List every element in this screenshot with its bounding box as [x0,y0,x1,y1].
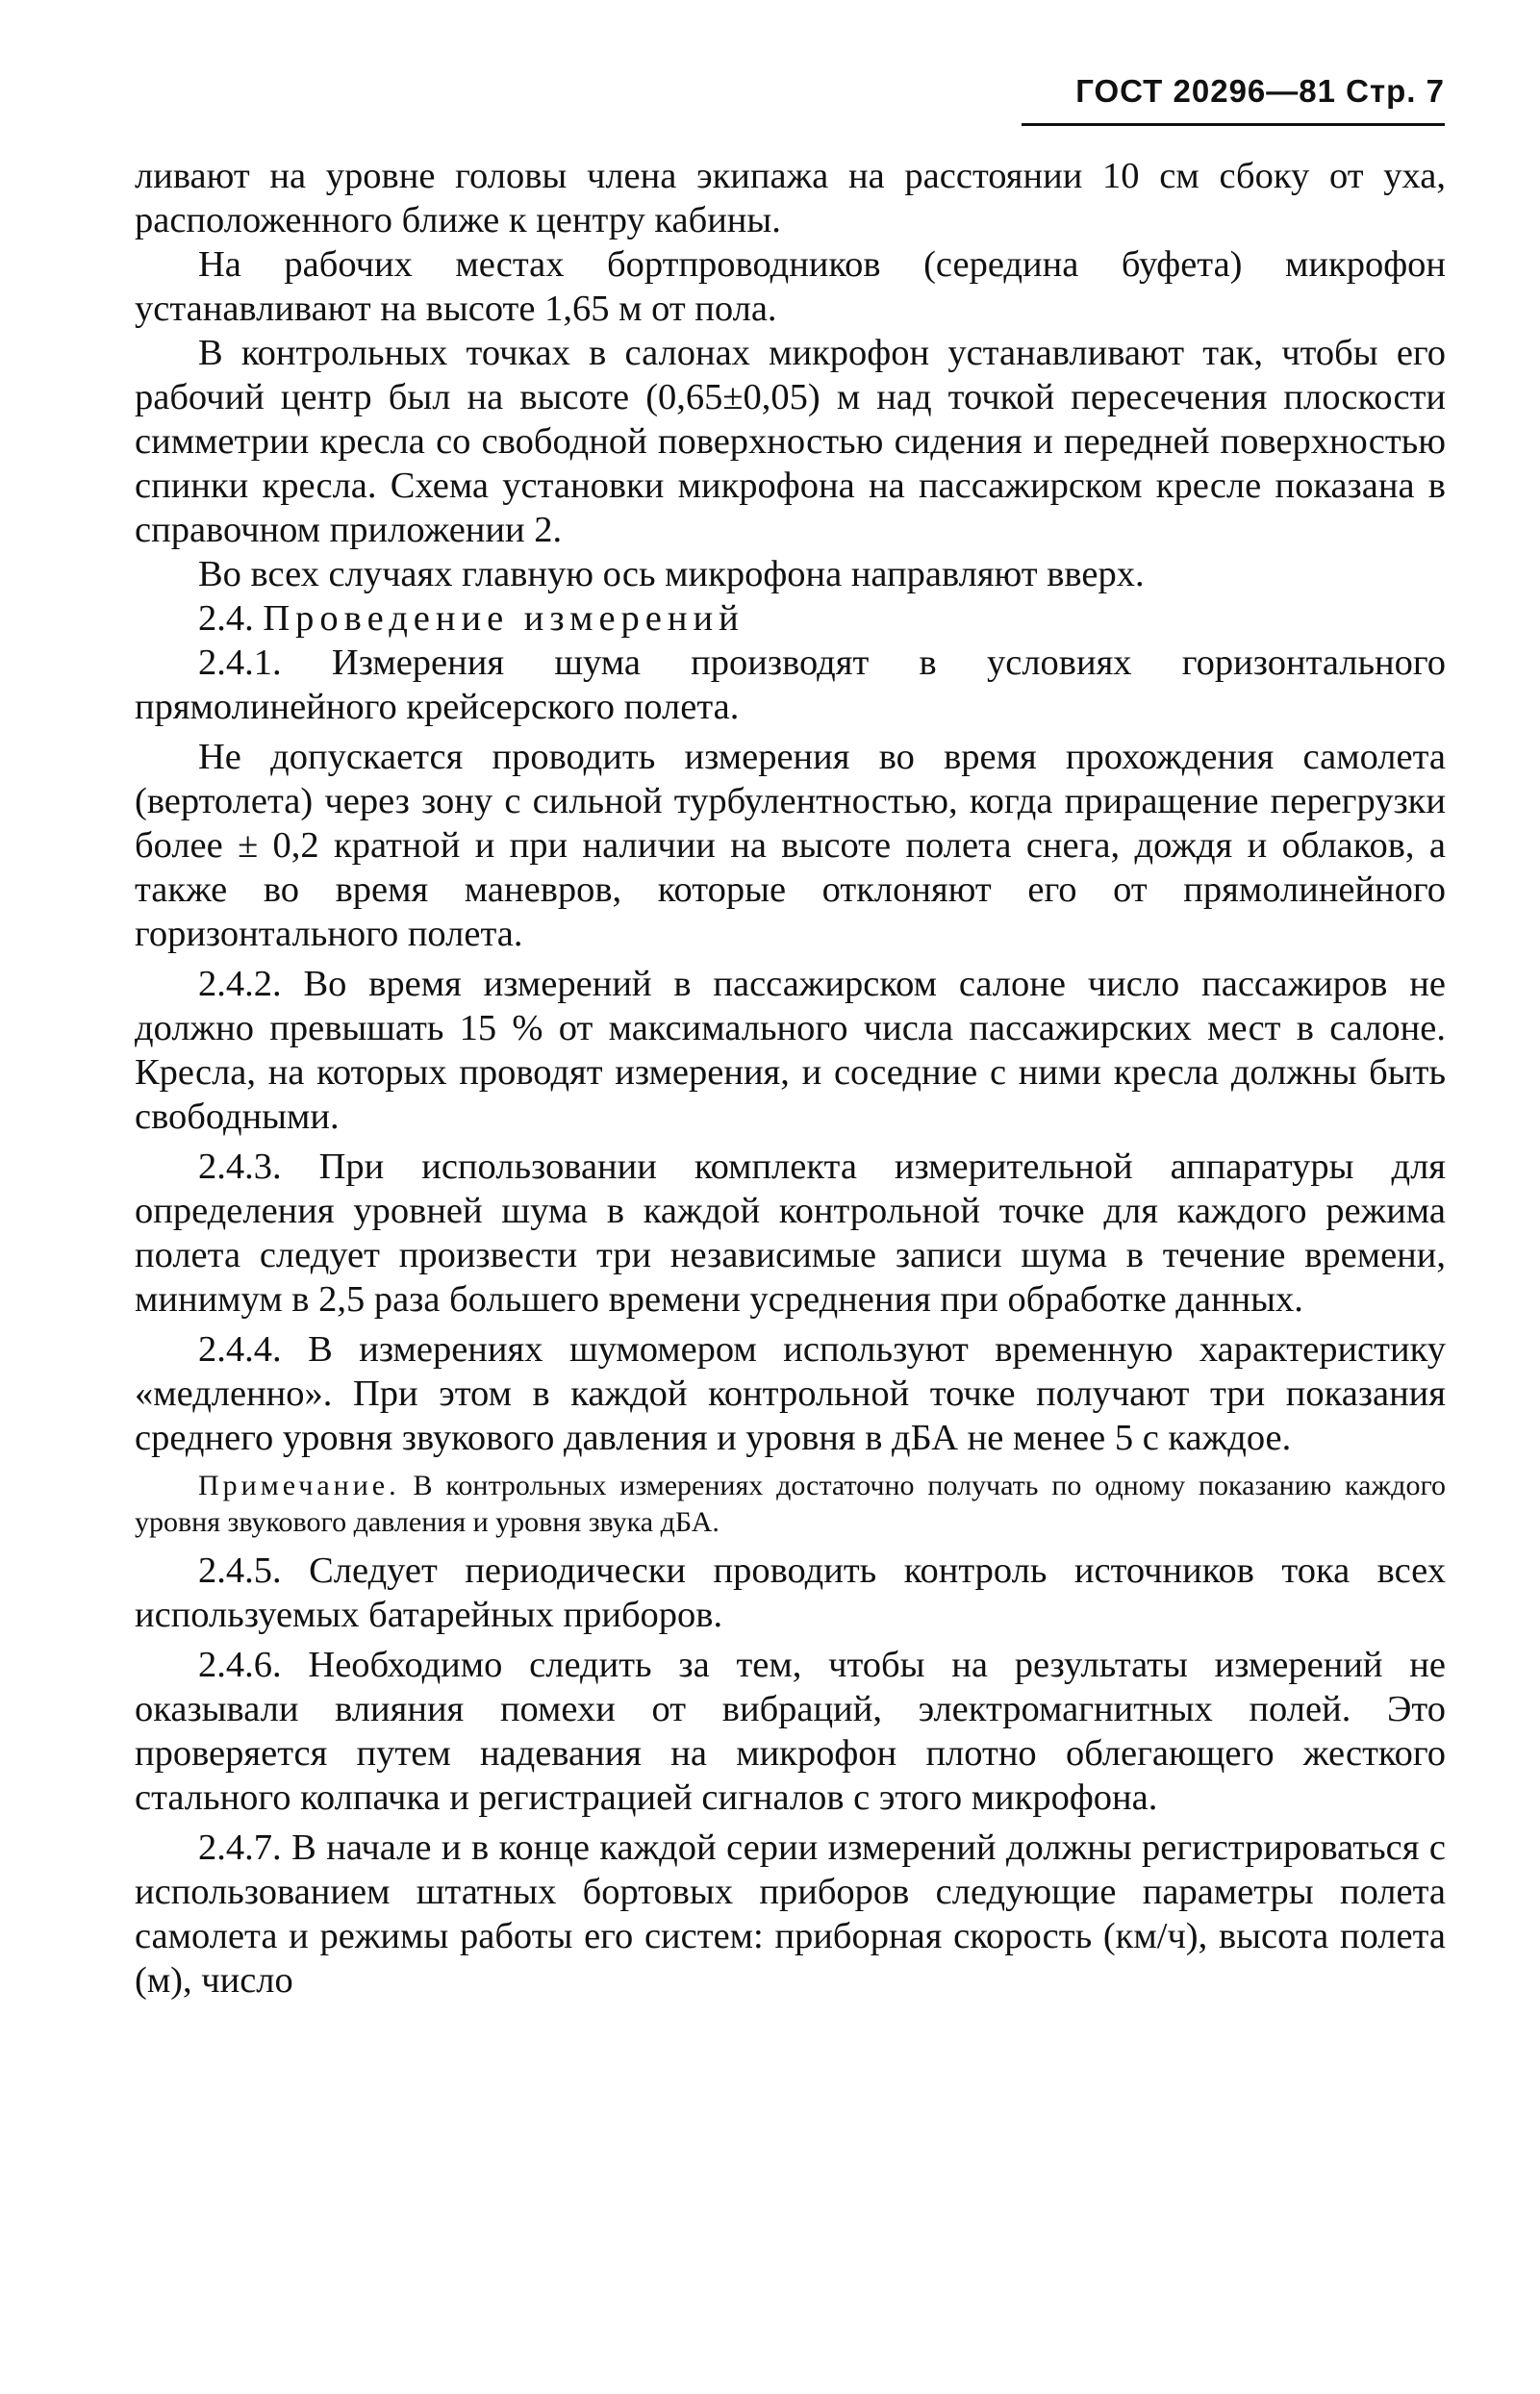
section-heading [135,596,1446,641]
item-2-4-2: 2.4.2. Во время измерений в пассажирском салоне число пассажиров не должно превышать 15 % от максимального числа пассажирских мест в салоне. Кресла, на которых проводят измерения, и соседние с ними кресла должны быть свободными. [135,964,1446,1137]
item-2-4-6: 2.4.6. Необходимо следить за тем, чтобы на результаты измерений не оказывали влияния помехи от вибраций, электромагнитных полей. Это проверяется путем надевания на микрофон плотно облегающего жесткого стального колпачка и регистрацией сигналов с этого микрофона. [135,1645,1446,1818]
body-text [135,154,1446,2003]
paragraph: В контрольных точках в салонах микрофон устанавливают так, чтобы его рабочий центр был на высоте (0,65±0,05) м над точкой пересечения плоскости симметрии кресла со свободной поверхностью сидения и передней поверхностью спинки кресла. Схема установки микрофона на пассажирском кресле показана в справочном приложении 2. [135,333,1446,550]
section-title: Проведение измерений [263,598,745,639]
page-header: ГОСТ 20296—81 Стр. 7 [1075,73,1445,109]
paragraph-continuation: ливают на уровне головы члена экипажа на расстоянии 10 см сбоку от уха, расположенного ближе к центру кабины. [135,156,1446,240]
note-label: Примечание. [198,1470,400,1501]
item-2-4-5: 2.4.5. Следует периодически проводить контроль источников тока всех используемых батарейных приборов. [135,1550,1446,1635]
paragraph: На рабочих местах бортпроводников (середина буфета) микрофон устанавливают на высоте 1,65 м от пола. [135,244,1446,329]
note-text: В контрольных измерениях достаточно получать по одному показанию каждого уровня звукового давления и уровня звука дБА. [135,1470,1446,1538]
paragraph: Во всех случаях главную ось микрофона направляют вверх. [198,554,1145,594]
paragraph: Не допускается проводить измерения во время прохождения самолета (вертолета) через зону с сильной турбулентностью, когда приращение перегрузки более ± 0,2 кратной и при наличии на высоте полета снега, дождя и облаков, а также во время маневров, которые отклоняют его от прямолинейного горизонтального полета. [135,737,1446,954]
item-2-4-3: 2.4.3. При использовании комплекта измерительной аппаратуры для определения уровней шума в каждой контрольной точке для каждого режима полета следует произвести три независимые записи шума в течение времени, минимум в 2,5 раза большего времени усреднения при обработке данных. [135,1147,1446,1320]
section-number: 2.4. [198,598,254,639]
item-2-4-7: 2.4.7. В начале и в конце каждой серии измерений должны регистрироваться с использованием штатных бортовых приборов следующие параметры полета самолета и режимы работы его систем: приборная скорость (км/ч), высота полета (м), число [135,1827,1446,2001]
item-2-4-4: 2.4.4. В измерениях шумомером используют временную характеристику «медленно». При этом в каждой контрольной точке получают три показания среднего уровня звукового давления и уровня в дБА не менее 5 с каждое. [135,1329,1446,1458]
item-2-4-1: 2.4.1. Измерения шума производят в условиях горизонтального прямолинейного крейсерского полета. [135,643,1446,727]
note [135,1468,1446,1541]
header-rule [1022,123,1445,126]
